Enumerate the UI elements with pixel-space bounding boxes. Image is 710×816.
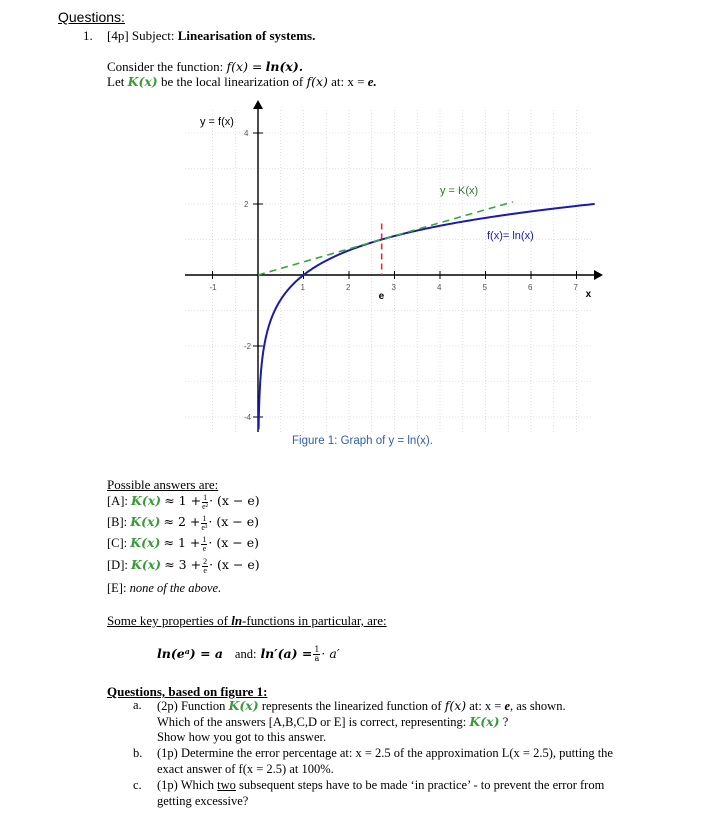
question-text: , as shown. <box>510 699 566 713</box>
y-tick-label: -4 <box>244 413 252 422</box>
question-text: at: x = <box>469 699 502 713</box>
question-a-line3: Show how you got to this answer. <box>157 730 327 744</box>
fraction <box>201 515 207 532</box>
fraction-den: e² <box>202 501 209 511</box>
properties-text: -functions in particular, are: <box>242 613 387 628</box>
function-K: K(x) <box>130 535 161 550</box>
intro-text: Let <box>107 74 125 89</box>
y-tick-label: 4 <box>244 129 249 138</box>
answer-const: ≈ 1 + <box>163 535 201 550</box>
function-K: K(x) <box>228 698 259 713</box>
properties-formula <box>157 646 340 663</box>
x-tick-label: 2 <box>346 283 351 292</box>
property-left: ln(eᵃ) = a <box>157 646 223 661</box>
answer-D <box>107 557 260 575</box>
function-fx: f(x) <box>306 74 328 89</box>
function-K: K(x) <box>127 74 158 89</box>
function-K: K(x) <box>130 557 162 572</box>
fraction-num: 1 <box>202 513 207 523</box>
property-right-tail: · a′ <box>321 646 340 661</box>
fraction-num: 2 <box>203 556 208 566</box>
fraction-den: e³ <box>201 522 208 532</box>
answer-tag: [A]: <box>107 494 128 508</box>
answer-A <box>107 493 260 511</box>
ln-curve <box>259 204 595 429</box>
fraction-num: 1 <box>203 492 208 502</box>
x-tick-label: 4 <box>437 283 442 292</box>
x-tick-label: 7 <box>573 283 578 292</box>
answer-tag: [E]: <box>107 581 127 595</box>
question-subject: Linearisation of systems. <box>177 28 316 43</box>
question-text: Which of the answers [A,B,C,D or E] is correct, representing: <box>157 715 467 729</box>
fraction <box>201 536 207 553</box>
y-tick-label: -2 <box>244 342 252 351</box>
answer-tail: · (x − e) <box>209 493 260 508</box>
tangent-line <box>258 202 513 275</box>
function-K: K(x) <box>130 493 162 508</box>
answer-tail: · (x − e) <box>208 514 259 529</box>
function-K: K(x) <box>130 514 161 529</box>
properties-text: Some key properties of <box>107 613 228 628</box>
fraction <box>202 558 208 575</box>
function-K: K(x) <box>469 714 500 729</box>
x-tick-label: 3 <box>391 283 396 292</box>
e-label: e <box>378 291 385 302</box>
answer-C <box>107 535 259 553</box>
question-c-line1 <box>157 778 604 793</box>
questions-heading: Questions, based on figure 1: <box>107 684 268 699</box>
fraction-num: 1 <box>314 645 320 654</box>
fraction-den: a <box>314 654 320 663</box>
answer-const: ≈ 1 + <box>164 493 202 508</box>
curve-label: f(x)= ln(x) <box>487 230 534 242</box>
question-text: represents the linearized function of <box>261 699 442 713</box>
answer-tail: · (x − e) <box>208 535 259 550</box>
function-fx: f(x) = <box>226 59 263 74</box>
question-number: 1. <box>83 28 93 43</box>
question-a-tag: a. <box>133 698 142 712</box>
intro-text: at: x = <box>331 74 365 89</box>
question-text: (2p) Function <box>157 699 226 713</box>
fraction <box>202 494 208 511</box>
page-title: Questions: <box>58 9 125 25</box>
answers-heading: Possible answers are: <box>107 477 219 492</box>
answer-const: ≈ 2 + <box>163 514 201 529</box>
function-fx: f(x) <box>444 698 467 713</box>
x-axis-label: x <box>585 289 592 300</box>
answer-tag: [D]: <box>107 558 128 572</box>
function-ln: ln(x). <box>265 59 304 74</box>
answer-B <box>107 514 259 532</box>
fraction <box>313 646 320 663</box>
question-a-line1 <box>157 698 566 714</box>
y-tick-label: 2 <box>244 200 249 209</box>
properties-ln: ln <box>231 613 243 628</box>
intro-text: Consider the function: <box>107 59 224 74</box>
question-emphasis: two <box>217 778 236 792</box>
question-c-line2: getting excessive? <box>157 794 249 808</box>
answer-tag: [B]: <box>107 515 128 529</box>
fraction-den: e <box>202 543 207 553</box>
x-tick-label: 6 <box>528 283 533 292</box>
y-axis-label: y = f(x) <box>200 116 234 128</box>
figure-caption: Figure 1: Graph of y = ln(x). <box>292 435 433 447</box>
question-b-line2: exact answer of f(x = 2.5) at 100%. <box>157 762 334 776</box>
properties-heading <box>107 613 387 629</box>
x-tick-label: -1 <box>209 283 217 292</box>
answer-text: none of the above. <box>129 581 222 595</box>
question-text: subsequent steps have to be made ‘in practice’ - to prevent the error from <box>239 778 605 792</box>
point-e: e <box>504 699 511 713</box>
x-tick-label: 1 <box>300 283 305 292</box>
fraction-den: e <box>203 565 207 575</box>
answer-E <box>107 581 221 596</box>
answer-tail: · (x − e) <box>209 557 260 572</box>
fraction-num: 1 <box>202 534 207 544</box>
question-b-line1: (1p) Determine the error percentage at: x = 2.5 of the approximation L(x = 2.5), putting the <box>157 746 613 760</box>
question-b-tag: b. <box>133 746 143 760</box>
property-right: ln′(a) = <box>260 646 313 661</box>
answer-const: ≈ 3 + <box>164 557 202 572</box>
x-axis-arrow <box>594 270 603 280</box>
question-text: ? <box>502 715 509 729</box>
property-and: and: <box>234 647 257 661</box>
x-tick-label: 5 <box>482 283 487 292</box>
point-e: e. <box>367 74 377 89</box>
question-points: [4p] Subject: <box>107 28 175 43</box>
intro-text: be the local linearization of <box>160 74 304 89</box>
y-axis-arrow <box>253 100 263 109</box>
chart-grid <box>185 110 593 432</box>
answer-tag: [C]: <box>107 536 128 550</box>
chart-axes <box>185 100 603 432</box>
question-c-tag: c. <box>133 778 142 792</box>
question-a-line2 <box>157 714 508 730</box>
tangent-label: y = K(x) <box>440 185 479 197</box>
question-text: (1p) Which <box>157 778 215 792</box>
